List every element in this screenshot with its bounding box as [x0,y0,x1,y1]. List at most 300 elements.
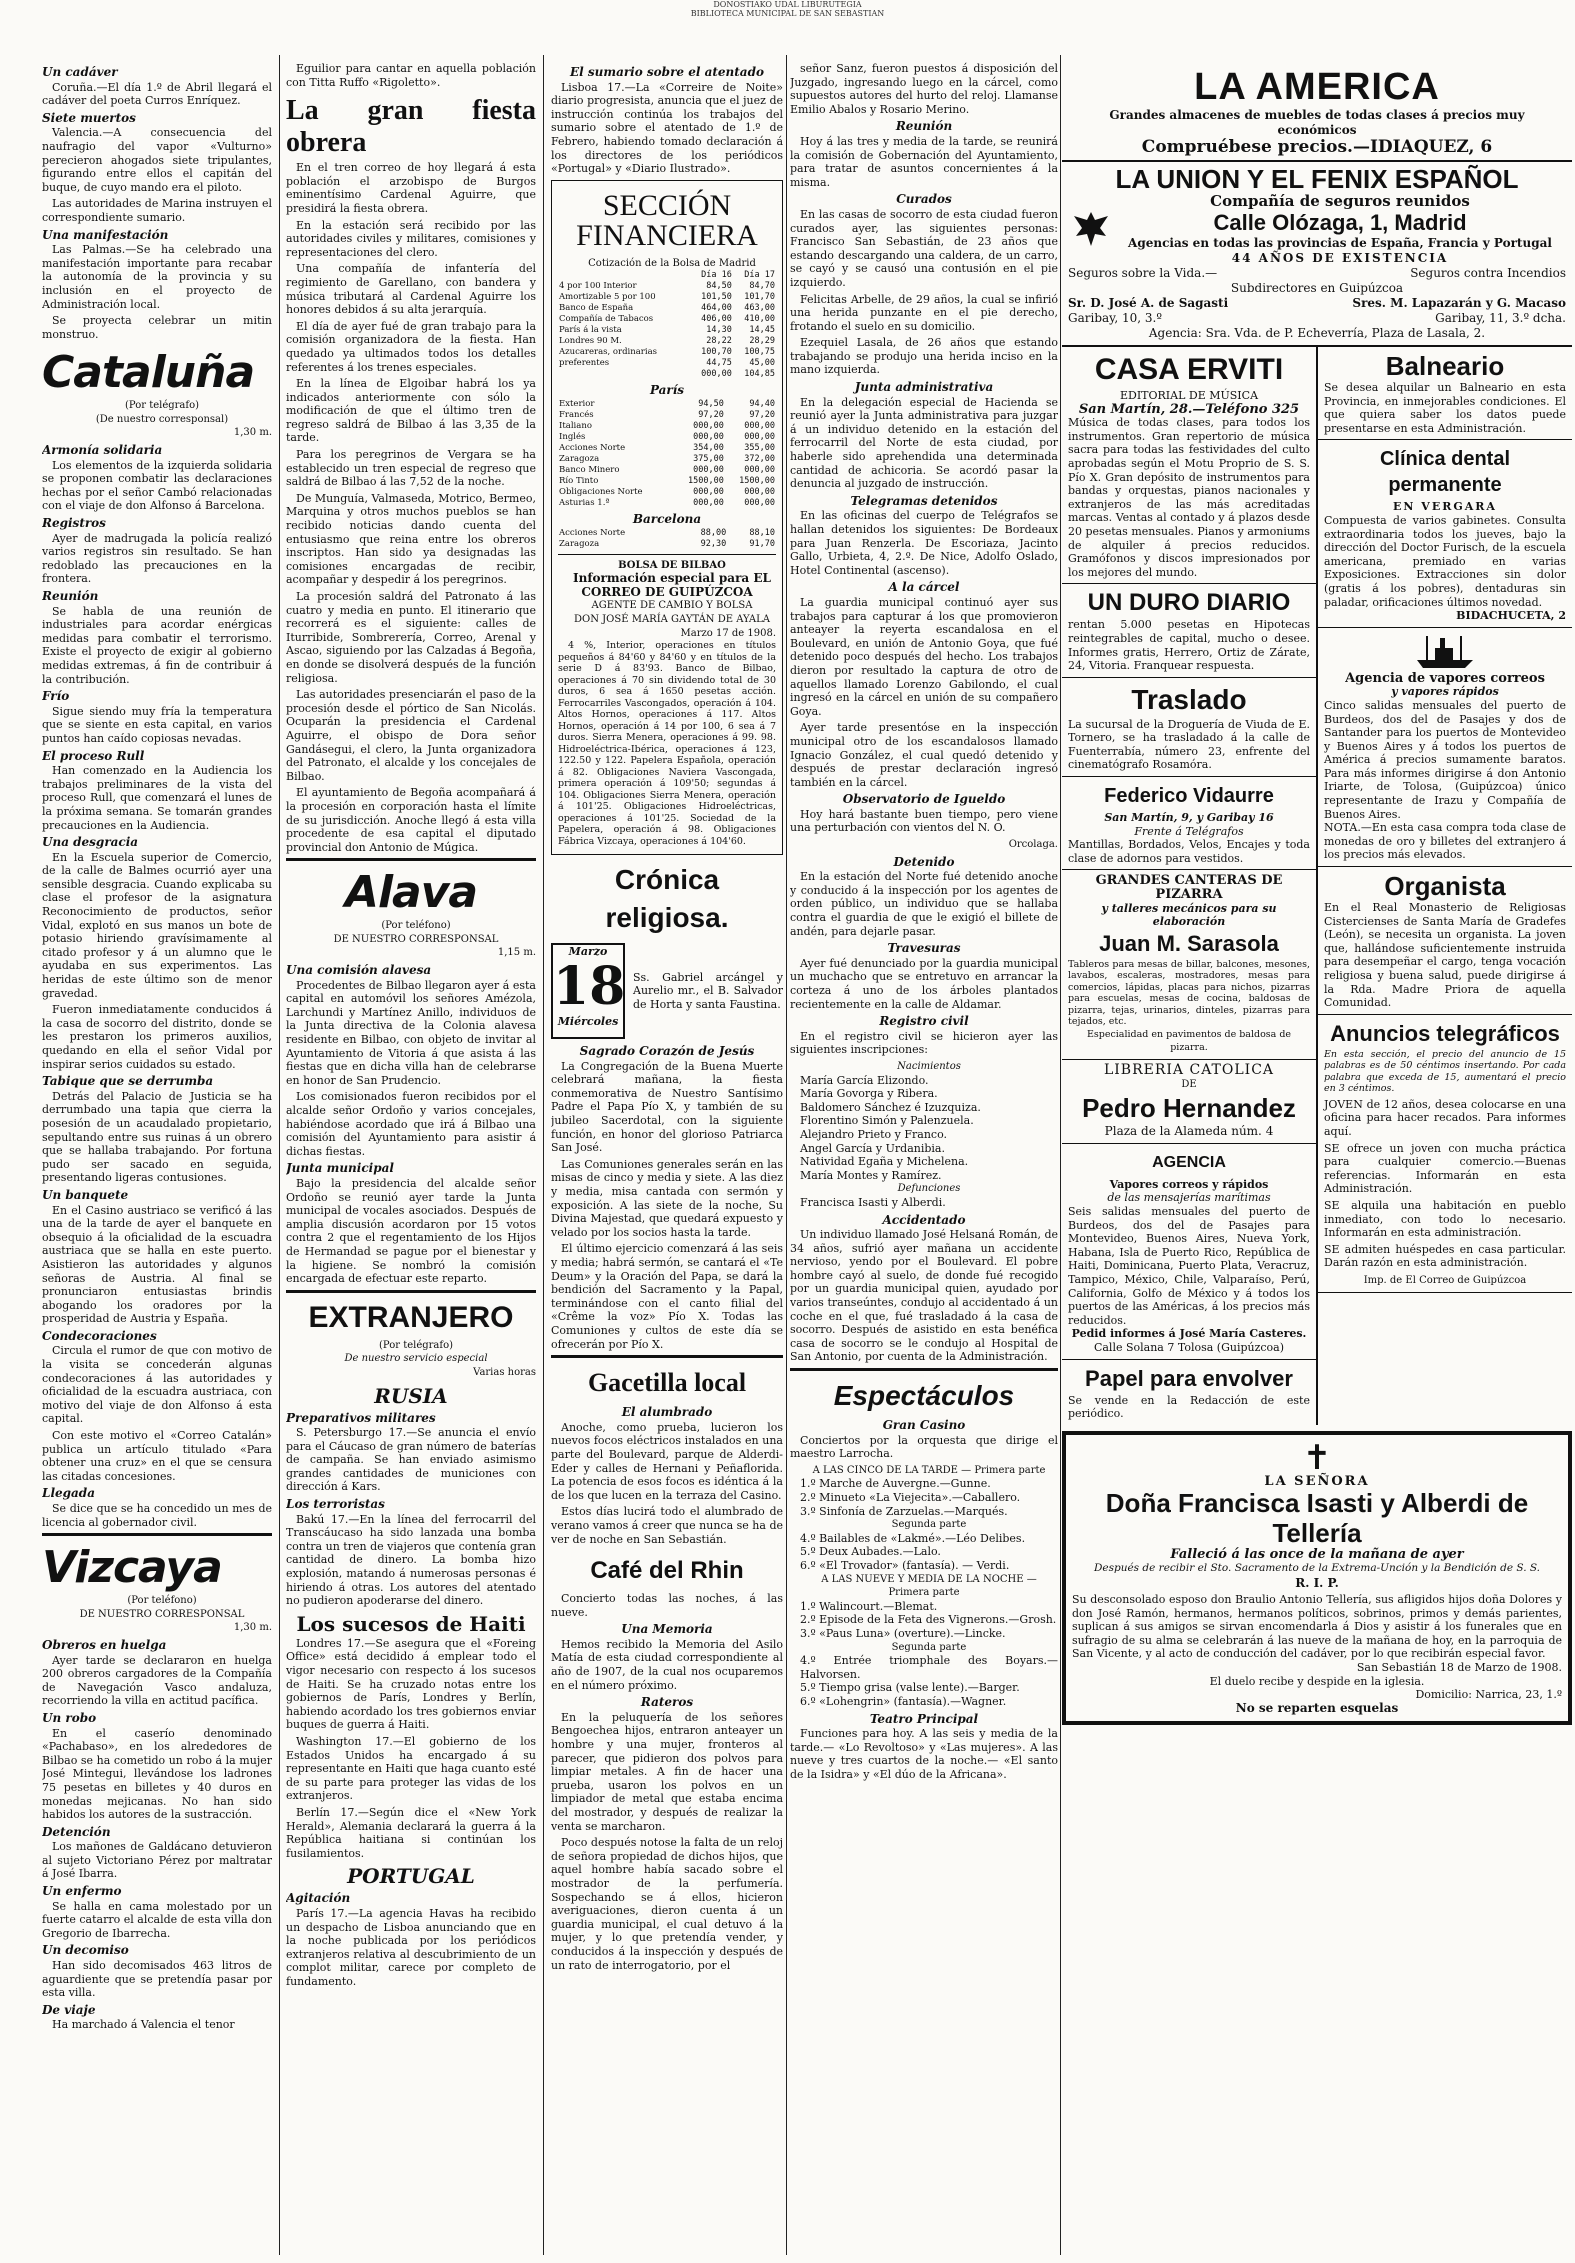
table-row [558,281,776,292]
archive-line-2: BIBLIOTECA MUNICIPAL DE SAN SEBASTIAN [690,9,885,18]
news-text: Ayer tarde presentóse en la inspección municipal otro de los escandalosos llamado Ignacio González, el cual quedó detenido y después de prestar declaración ingresó también en la cárcel. [790,721,1058,789]
financial-subheading: BOLSA DE BILBAO [618,559,726,571]
stock-value: 104,85 [744,369,775,380]
ad-title: UN DURO DIARIO [1087,589,1291,617]
stock-value: 84,50 [706,281,732,292]
column-rule [279,55,280,2255]
news-text: En la Escuela superior de Comercio, de la calle de Balmes ocurrió ayer una sensible desgracia. Cuando explicaba su clase el profesor de la asignatura Reconocimiento de productos, señor Vidal, explotó en sus manos un bote de potasio hiriendo gravísimamente al citado profesor y á un alumno que le ayudaba en sus experimentos. Las heridas de este último son de menor gravedad. [42,850,272,1000]
registry-entry: Alejandro Prieto y Franco. [800,1127,948,1141]
ad-line: Especialidad en pavimentos de baldosa de pizarra. [1086,1028,1292,1054]
stock-value: 101,70 [744,292,775,303]
ad-line: Calle Solana 7 Tolosa (Guipúzcoa) [1093,1340,1285,1354]
column-4 [790,62,1058,2252]
section-heading-gacetilla: Gacetilla local [587,1368,747,1398]
news-title: Agitación [286,1891,351,1906]
ad-line: EDITORIAL DE MÚSICA [1119,389,1259,402]
ad-agencia-vapores [1062,1144,1316,1360]
financial-agent: AGENTE DE CAMBIO Y BOLSA [591,600,753,612]
ad-text: Mantillas, Bordados, Velos, Encajes y toda clase de adornos para vestidos. [1068,838,1310,865]
classified-item: SE admiten huéspedes en casa particular. Darán razón en esta administración. [1324,1242,1566,1270]
stock-value: 45,00 [749,358,775,369]
program-list [790,1477,1058,1518]
dispatch-time: 1,30 m. [233,1622,272,1634]
news-title: Obreros en huelga [42,1637,167,1652]
news-text: En la delegación especial de Hacienda se reunió ayer la Junta administrativa para juzgar á un individuo detenido en la estación del ferrocarril del Norte de esta ciudad, por haberle sido aprehendida una determinada cantidad de achicoria. Se acordó pasar la denuncia al juzgado de instrucción. [790,395,1058,491]
ad-line: BIDACHUCETA, 2 [1456,609,1566,623]
ad-line: EN VERGARA [1393,500,1497,514]
ad-text: Seis salidas mensuales del puerto de Burdeos, dos del de Pasajes para Montevideo, Buenos Aires, Nueva York, Habana, Isla de Puerto Rico, República de Haiti, Dominicana, Puerto Plata, Veracruz, Tampico, México, Chile, Valparaíso, Perú, California, Golfo de México y á todos los puertos de las Américas, á los precios más reducidos. [1068,1204,1310,1327]
program-list [790,1600,1058,1641]
financial-date: Marzo 17 de 1908. [680,627,776,639]
news-text: Para los peregrinos de Vergara se ha establecido un tren especial de regreso que saldrá de Bilbao á las 7,52 de la noche. [286,448,536,489]
news-title: Registros [42,516,106,531]
column-rule [786,55,787,2255]
registry-entry: Florentino Simón y Palenzuela. [800,1114,974,1128]
news-title: Una desgracia [42,835,139,850]
stock-value: 28,22 [706,336,732,347]
news-text: Felicitas Arbelle, de 29 años, la cual se infirió una herida punzante en el pie derecho, frotando el suelo en su domicilio. [790,292,1058,333]
ad-agencia-vapores-correos [1318,628,1572,867]
news-text: Un individuo llamado José Helsaná Román, de 34 años, sufrió ayer mañana un accidente nervioso, yendo por el Boulevard. El pobre hombre cayó al suelo, de donde fué recogido por un guardia municipal quien, ayudado por varios transeúntes, condujo al accidentado á un coche en el que, fué trasladado á la casa de socorro. Después de asistido en esta benéfica casa de socorro se le condujo al Hospital de San Antonio, por cuenta de la Administración. [790,1228,1058,1364]
news-text: La procesión saldrá del Patronato á las cuatro y media en punto. El itinerario que recorrerá es el siguiente: calles de Iturribide, Sombrerería, Correo, Arenal y Ascao, siguiendo por las Calzadas á Begoña, en donde se disolverá después de la función religiosa. [286,590,536,685]
stock-value: 101,50 [701,292,732,303]
table-row [558,539,776,550]
news-title: Un decomiso [42,1943,129,1958]
table-row [558,432,776,443]
ad-line: Grandes almacenes de muebles de todas clases á precios muy económicos [1109,108,1525,137]
section-rule [790,1368,1058,1371]
news-text: Los comisionados fueron recibidos por el alcalde señor Ordoño y varios concejales, habiéndose acordado que irá á Bilbao una comisión del Ayuntamiento para asistir á dichas fiestas. [286,1090,536,1158]
dispatch-line: (Por telégrafo) [124,400,200,412]
ad-title: Anuncios telegráficos [1330,1020,1560,1046]
table-header: Día 16 [701,270,732,281]
ad-clinica-dental [1318,440,1572,627]
stock-name: Zaragoza [559,538,600,549]
ad-line: Vapores correos y rápidos [1109,1177,1269,1191]
ads-column [1062,62,1572,2252]
ad-title: GRANDES CANTERAS DE PIZARRA [1095,873,1283,903]
news-text: Bajo la presidencia del alcalde señor Ordoño se reunió ayer tarde la Junta municipal de vocales asociados. Después de amplia discusión acordaron por 15 votos contra 2 que el regentamiento de los Hijos de Hermandad se pague por el bienestar y la higiene. Se nombró la comisión encargada de efectuar este reparto. [286,1176,536,1286]
news-text: En las casas de socorro de esta ciudad fueron curados ayer, las siguientes personas: Francisco San Sebastián, de 23 años que estando descargando una caldera, de un carro, se cayó y se causó una contusión en el pie izquierdo. [790,207,1058,289]
stock-value: 464,00 [701,303,732,314]
news-text: S. Petersburgo 17.—Se anuncia el envío para el Cáucaso de gran número de baterías de campaña. Se han enviado asimismo grandes cantidades de municiones con dirección á Kars. [286,1426,536,1494]
stock-value: 88,00 [700,527,727,538]
program-part: Segunda parte [891,1641,967,1653]
ad-text: Se vende en la Redacción de este periódico. [1068,1393,1310,1421]
news-title: De viaje [42,2002,96,2017]
stock-value: 000,00 [693,420,724,431]
program-item: 4.º Entrée triomphale des Boyars.—Halvorsen. [800,1654,1058,1681]
dispatch-line: (Por telégrafo) [378,1339,454,1351]
stock-name: Amortizable 5 por 100 [559,292,656,303]
program-item: 5.º Deux Aubades.—Lalo. [800,1545,941,1559]
stock-value: 44,75 [706,358,732,369]
table-row [558,325,776,336]
news-text: En la línea de Elgoibar habrá los ya indicados anteriormente con sólo la modificación de que el último tren de regreso saldrá de Bilbao á las 3,35 de la tarde. [286,377,536,445]
ad-title: AGENCIA [1152,1153,1226,1171]
section-heading-cronica: Crónica religiosa. [605,864,729,934]
ad-un-duro-diario [1062,584,1316,677]
news-text: El día de ayer fué de gran trabajo para la comisión organizadora de la fiesta. Han quedado ya ultimados todos los detalles referentes á los trenes especiales. [286,319,536,374]
news-text: Hoy á las tres y media de la tarde, se reunirá la comisión de Gobernación del Ayuntamiento, para tratar de asuntos concernientes á la misma. [790,134,1058,189]
registry-subheading: Defunciones [897,1183,961,1195]
news-text: Las Palmas.—Se ha celebrado una manifestación importante para recabar la autonomía de la provincia y su inclusión en el proyecto de Administración local. [42,243,272,311]
news-title: Siete muertos [42,110,136,125]
news-text: Fueron inmediatamente conducidos á la casa de socorro del distrito, donde se les prestaron los primeros auxilios, quedando en ella el señor Vidal por inspirar serios cuidados su estado. [42,1003,272,1071]
obituary-date: San Sebastián 18 de Marzo de 1908. [1356,1661,1562,1675]
stock-name: Acciones Norte [559,442,626,453]
registry-entry: María Govorga y Ribera. [800,1087,938,1101]
program-item: 5.º Tiempo grisa (valse lente).—Barger. [800,1681,1020,1695]
stock-name: Inglés [559,431,586,442]
dispatch-line: DE NUESTRO CORRESPONSAL [333,933,499,945]
calendar-weekday: Miércoles [557,1014,619,1028]
financial-table-paris [558,399,776,509]
news-text: En la estación será recibido por las autoridades civiles y militares, comisiones y representaciones del clero. [286,218,536,259]
calendar-day: 18 [553,955,626,1017]
news-title: Curados [896,192,952,207]
news-text: Se habla de una reunión de industriales para acordar enérgicas medidas para combatir el terrorismo. Existe el proyecto de exigir al gobierno medidas extremas, á fin de contribuir á la contribución. [42,604,272,686]
news-text: Poco después notose la falta de un reloj de señora propiedad de dichos hijos, que aquel hombre había sacado sobre el mostrador de la perfumería. Sospechando se á ellos, hicieron averiguaciones, dieron cuenta á un guardia municipal, el cual detuvo á la mujer, y lo que pretendía vender, y conducidos á la inspección y después de un rato de interrogatorio, por el [551,1836,783,1972]
ad-line: y vapores rápidos [1391,685,1499,699]
dispatch-time: Varias horas [473,1366,536,1378]
stock-value: 355,00 [744,442,775,453]
ad-text: Tableros para mesas de billar, balcones, mesones, lavabos, escaleras, mostradores, mesas para comercios, lápidas, placas para nichos, pizarras para escuelas, mesas de cocina, baldosas de pizarra, tejas, urinarios, dinteles, pizarras para tejados, etc. [1068,958,1310,1028]
news-text: Lisboa 17.—La «Correire de Noite» diario progresista, anuncia que el juez de instrucción continúa los trabajos del sumario sobre el atentado de 1.º de Febrero, habiendo tomado declaración á los directores de los periódicos «Portugal» y «Diario Ilustrado». [551,80,783,176]
divider [558,554,776,555]
dispatch-line: (Por teléfono) [381,920,451,932]
stock-value: 354,00 [693,442,724,453]
program-part: A LAS NUEVE Y MEDIA DE LA NOCHE — Primera parte [821,1573,1037,1599]
news-text: Concierto todas las noches, á las nueve. [551,1592,783,1619]
classified-item: JOVEN de 12 años, desea colocarse en una oficina para hacer recados. Para informes aquí. [1324,1097,1566,1138]
country-heading-portugal: PORTUGAL [347,1864,475,1889]
news-text: En el Casino austriaco se verificó á las una de la tarde de ayer el banquete en obsequio á la oficialidad de la escuadra austriaca que se halla en este puerto. Asistieron las autoridades y algunos señoras de Austria. Al final se pronunciaron entusiastas brindis abogando los oradores por la prosperidad de Austria y España. [42,1203,272,1326]
ad-title: LA AMERICA [1194,66,1440,108]
obituary-name: Doña Francisca Isasti y Alberdi de Tellería [1105,1488,1529,1549]
news-text: Washington 17.—El gobierno de los Estados Unidos ha encargado á su representante en Haiti que haga cuanto esté de su parte para proteger las vidas de los extranjeros. [286,1734,536,1803]
table-row [558,399,776,410]
registry-entry: Angel García y Urdanibia. [800,1141,945,1155]
financial-text: 4 %, Interior, operaciones en títulos pequeños á 84'60 y 84'60 y en títulos de la serie D á 83'93. Banco de Bilbao, operaciones á 70 sin dividendo total de 30 duros, 6 sea á 1650 pesetas acción. Ferrocarriles Vascongados, operación á 104. Altos Hornos, operaciones á 117. Altos Hornos, operación á 14 por 100, 6 sea á 7 duros. Sierra Menera, operaciones á 99. 98. Hidroeléctrica-Ibérica, operaciones á 123, 122.50 y 122. Papelera Española, operación á 82. Obligaciones Naviera Vascongada, primera operación á 109'50; segundas á 104. Obligaciones Sierra Menera, operación á 101'25. Obligaciones Hidroeléctricas, operaciones á 101'25. Sociedad de la Papelera, operación á 98. Obligaciones Fábrica Vizcaya, operaciones á 104'60. [558,640,776,847]
signature: Orcolaga. [1008,839,1058,851]
news-text: Los mañones de Galdácano detuvieron al sujeto Victoriano Pérez por maltratar á José Ibarra. [42,1840,272,1881]
section-heading-financiera: SECCIÓN FINANCIERA [576,188,758,252]
ad-line: Seguros contra Incendios [1410,266,1566,280]
ad-line: Calle Olózaga, 1, Madrid [1213,210,1467,235]
stock-value: 94,40 [749,398,775,409]
table-row [558,358,776,369]
region-heading-alava: Alava [344,867,478,919]
dispatch-time: 1,15 m. [497,947,536,959]
table-row [558,487,776,498]
news-text: Se halla en cama molestado por un fuerte catarro el alcalde de esta villa don Gregorio de Ibarrecha. [42,1899,272,1940]
stock-value: 410,00 [744,314,775,325]
obituary-label: LA SEÑORA [1264,1473,1370,1489]
news-text: Han comenzado en la Audiencia los trabajos preliminares de la vista del proceso Rull, que comenzará el lunes de la próxima semana. Se tomarán grandes precauciones en la Audiencia. [42,764,272,832]
news-text: Berlín 17.—Según dice el «New York Herald», Alemania declarará la guerra á la República haitiana si continúan los fusilamientos. [286,1805,536,1860]
stock-value: 000,00 [693,464,724,475]
classified-item: SE ofrece un joven con mucha práctica para cualquier comercio.—Buenas referencias. Informarán en esta Administración. [1324,1141,1566,1196]
dispatch-line: DE NUESTRO CORRESPONSAL [79,1608,245,1620]
table-row [558,336,776,347]
news-text: En la peluquería de los señores Bengoechea hijos, entraron anteayer un hombre y una mujer, fronteros al parecer, que pidieron dos polvos para limpiar metales. A fin de hacer una prueba, usaron los polvos en un limpiador de metal que estaba encima del mostrador, y después de realizar la venta se marcharon. [551,1710,783,1833]
stock-value: 000,00 [701,369,732,380]
program-item: 2.º Minueto «La Viejecita».—Caballero. [800,1491,1021,1504]
news-text: Sigue siendo muy fría la temperatura que se siente en esta capital, en varios puntos han caído copiosas nevadas. [42,704,272,745]
stock-name: Obligaciones Norte [559,486,643,497]
stock-name: Azucareras, ordinarias [559,347,658,358]
stock-value: 000,00 [744,464,775,475]
ad-line: y talleres mecánicos para su elaboración [1101,901,1277,929]
ad-title: Papel para envolver [1085,1365,1293,1391]
news-text: Ha marchado á Valencia el tenor [52,2018,235,2032]
stock-value: 000,00 [744,486,775,497]
ad-organista [1318,867,1572,1015]
news-title: Frío [42,689,70,704]
news-title: Accidentado [882,1212,966,1227]
ad-line: Pedid informes á José María Casteres. [1071,1327,1307,1341]
program-list [790,1532,1058,1573]
news-text: La guardia municipal continuó ayer sus trabajos para capturar á los que promovieron anteayer la reyerta escandalosa en el Boulevard, en unión de Antonio Goya, que fué detenido poco después del hecho. Los trabajos dieron por resultado la captura de otro de aquellos llamado Lorenzo Gabilondo, el cual ingresó en la cárcel en unión de su compañero Goya. [790,595,1058,718]
news-title: Un enfermo [42,1884,122,1899]
ads-grid [1062,347,1572,1425]
news-title: Junta municipal [286,1161,394,1176]
news-text: Estos días lucirá todo el alumbrado de verano vamos á creer que nunca se ha de ver de noche en San Sebastián. [551,1505,783,1546]
news-title: Detención [42,1824,111,1839]
news-text: Ayer tarde se declararon en huelga 200 obreros cargadores de la Compañía de Navegación Vasco andaluza, recorriendo la villa en actitud pacífica. [42,1653,272,1708]
ad-text: rentan 5.000 pesetas en Hipotecas reintegrables de capital, mucho o desee. Informes gratis, Herrero, Ortiz de Zárate, 24, Vitoria. Franquear respuesta. [1068,618,1310,673]
table-row [558,303,776,314]
ad-line: Agencia: Sra. Vda. de P. Echeverría, Plaza de Lasala, 2. [1148,326,1486,340]
ad-line: Frente á Telégrafos [1134,824,1244,838]
obituary-rip: R. I. P. [1295,1576,1339,1591]
news-title: Reunión [42,589,99,603]
table-row [558,454,776,465]
news-text: El ayuntamiento de Begoña acompañará á la procesión en corporación hasta el límite de su jurisdicción. Anoche llegó á esta villa procedente de esa capital el diputado provincial don Antonio de Múgica. [286,786,536,854]
news-title: Sagrado Corazón de Jesús [579,1044,755,1059]
registry-list [790,1074,1058,1183]
news-text: Ayer de madrugada la policía realizó varios registros sin resultado. Se han redoblado las precauciones en la frontera. [42,531,272,586]
news-text: En el caserío denominado «Pachabaso», en los alrededores de Bilbao se ha cometido un robo á la mujer José Mintegui, llevándose los ladrones 75 pesetas en billetes y 40 duros en monedas mejicanas. No han sido habidos los autores de la sustracción. [42,1726,272,1822]
news-text: Procedentes de Bilbao llegaron ayer á esta capital en automóvil los señores Amézola, Larchundi y Martínez Anillo, individuos de la Junta directiva de la Colonia alavesa residente en Bilbao, con objeto de invitar al Ayuntamiento de Vitoria á que asista á las fiestas que en dicha villa han de celebrarse en honor de San Prudencio. [286,978,536,1087]
financial-agent: DON JOSÉ MARÍA GAYTÁN DE AYALA [574,613,770,625]
stock-value: 375,00 [693,453,724,464]
region-heading-vizcaya: Vizcaya [42,1542,222,1594]
obituary-line: Falleció á las once de la mañana de ayer [1170,1547,1464,1563]
program-item: 1.º Walincourt.—Blemat. [800,1599,938,1613]
ad-text: En el Real Monasterio de Religiosas Cistercienses de Santa María de Gradefes (León), se necesita un organista. La joven que, hallándose suficientemente instruida para desempeñar el cargo, tenga vocación religiosa y buena salud, puede dirigirse á la Rda. Madre Priora de aquella Comunidad. [1324,901,1566,1010]
news-title: Armonía solidaria [42,443,163,458]
news-title: El sumario sobre el atentado [570,65,764,79]
table-row [558,498,776,509]
stock-value: 463,00 [744,303,775,314]
news-text: Hemos recibido la Memoria del Asilo Matía de esta ciudad correspondiente al año de 1907, de la cual nos ocuparemos en el número próximo. [551,1637,783,1692]
ad-text: La sucursal de la Droguería de Viuda de E. Tornero, se ha trasladado á la calle de Fuenterrabía, número 23, enfrente del cinematógrafo Rosamóra. [1068,717,1310,772]
news-text: Han sido decomisados 463 litros de aguardiente que se pretendía pasar por esta villa. [42,1959,272,2000]
stock-value: 1500,00 [739,475,775,486]
section-heading-fiesta-obrera: La gran fiesta obrera [286,95,536,159]
program-item: 4.º Bailables de «Lakmé».—Léo Delibes. [800,1531,1026,1545]
stock-value: 91,70 [749,538,775,549]
news-title: Registro civil [879,1014,969,1029]
stock-value: 000,00 [744,420,775,431]
stock-value: 28,29 [749,336,775,347]
ad-line: Compruébese precios.—IDIAQUEZ, 6 [1141,137,1493,157]
program-item: 6.º «El Trovador» (fantasía). — Verdi. [800,1558,1010,1572]
financial-subheading: Barcelona [632,511,702,526]
stock-name [558,369,690,380]
financial-section [551,180,783,855]
ad-line: Agencias en todas las provincias de España, Francia y Portugal [1128,236,1552,250]
section-heading-espectaculos: Espectáculos [833,1380,1015,1412]
stock-value: 100,70 [701,347,732,358]
news-text: Los elementos de la izquierda solidaria se proponen combatir las declaraciones hechas por el señor Cambó relacionadas con el viaje de don Alfonso á Barcelona. [42,458,272,513]
news-title: Junta administrativa [854,380,994,395]
section-heading-extranjero: EXTRANJERO [308,1300,514,1334]
region-heading-cataluna: Cataluña [42,347,255,399]
stock-value: 406,00 [701,314,732,325]
stock-value: 92,30 [700,538,727,549]
section-rule [286,858,536,861]
stock-name: Banco de España [559,303,634,314]
news-text: Bakú 17.—En la línea del ferrocarril del Transcáucaso ha sido lanzada una bomba contra un tren de viajeros que contenía gran cantidad de dinero. La bomba hizo explosión, matando á numerosas personas é hiriendo á otras. Los autores del atentado no pudieron apoderarse del dinero. [286,1512,536,1608]
ad-balneario [1318,347,1572,440]
news-text: Coruña.—El día 1.º de Abril llegará el cadáver del poeta Curros Enríquez. [42,80,272,108]
ad-line: Subdirectores en Guipúzcoa [1230,281,1404,295]
column-2 [286,62,536,2252]
program-list [790,1654,1058,1708]
obituary-line: No se reparten esquelas [1235,1700,1399,1715]
ad-line: DE [1181,1078,1197,1090]
ad-union-fenix [1062,162,1572,347]
section-rule [286,1290,536,1293]
stock-name: Londres 90 M. [559,336,622,347]
ad-text: Compuesta de varios gabinetes. Consulta extraordinaria todos los jueves, bajo la dirección del Doctor Furisch, de la escuela americana, premiado en varias Exposiciones. Extracciones sin dolor (gratis á los pobres), dentaduras sin paladar, orificaciones últimos novedad. [1324,513,1566,609]
news-text: De Munguía, Valmaseda, Motrico, Bermeo, Marquina y otros muchos pueblos se han recibido noticias dando cuenta del entusiasmo que reina entre los obreros inscriptos. Han sido ya designadas las comisiones encargadas de recibir, acompañar y despedir á los peregrinos. [286,491,536,587]
registry-entry: María Montes y Ramírez. [800,1168,942,1182]
stock-name: París á la vista [559,325,622,336]
ad-libreria-catolica [1062,1060,1316,1144]
news-title: El alumbrado [621,1405,713,1420]
ad-line: Garibay, 10, 3.º [1068,311,1162,325]
news-text: Londres 17.—Se asegura que el «Foreing Office» está decidido á emplear todo el vigor necesario con respecto á los sucesos de Haiti. Se ha cruzado notas entre los gobiernos de París, Londres y Berlín, habiendo acordado los tres gobiernos enviar buques de guerra á Haiti. [286,1636,536,1732]
stock-value: 1500,00 [688,475,724,486]
news-text: Ayer fué denunciado por la guardia municipal un muchacho que se entretuvo en arrancar la corteza á uno de los árboles plantados recientemente en la calle de Aldamar. [790,956,1058,1011]
stock-value: 97,20 [698,409,724,420]
news-text: Circula el rumor de que con motivo de la visita se concederán algunas condecoraciones á las autoridades y oficialidad de la escuadra austriaca, con motivo del viaje de don Alfonso á esta capital. [42,1344,272,1426]
table-row [558,528,776,539]
archive-header [0,0,1575,20]
news-title: A la cárcel [888,580,960,595]
obituary-text: Su desconsolado esposo don Braulio Antonio Tellería, sus afligidos hijos doña Dolores y don José Ramón, hermanos, hermanos políticos, sobrinos, primos y demás parientes, suplican á sus amigos se sirvan encomendarla á Dios y asistir á los funerales que en sufragio de su alma se celebrarán á las nueve de la mañana de hoy, en la parroquia de San Vicente, y al acto de conducción del cadáver, por lo que recibirán especial favor. [1072,1593,1562,1661]
column-rule [1060,55,1061,2255]
stock-name: preferentes [559,358,610,369]
stock-value: 88,10 [749,527,775,538]
column-rule [543,55,544,2255]
table-row [558,410,776,421]
news-title: Preparativos militares [286,1410,436,1425]
program-part: Segunda parte [891,1519,967,1531]
ad-line: San Martín, 28.—Teléfono 325 [1078,401,1300,417]
stock-value: 000,00 [744,431,775,442]
news-text: En el registro civil se hicieron ayer las siguientes inscripciones: [790,1029,1058,1057]
dispatch-line: (De nuestro corresponsal) [95,413,229,425]
table-row [558,369,776,380]
table-row [558,465,776,476]
program-item: 1.º Marche de Auvergne.—Gunne. [800,1477,991,1491]
stock-value: 000,00 [693,431,724,442]
news-title: Una comisión alavesa [286,963,432,978]
registry-entry: Natividad Egaña y Michelena. [800,1155,969,1169]
program-part: A LAS CINCO DE LA TARDE — Primera parte [812,1464,1046,1476]
ad-line: Compañía de seguros reunidos [1210,192,1470,210]
news-text: Ezequiel Lasala, de 26 años que estando trabajando se produjo una herida inciso en la mano izquierda. [790,336,1058,377]
stock-value: 14,30 [706,325,732,336]
ad-anuncios-telegraficos [1318,1015,1572,1293]
obituary-notice [1062,1431,1572,1726]
news-text: París 17.—La agencia Havas ha recibido un despacho de Lisboa anunciando que en la noche publicada por los periódicos extranjeros relativa al descubrimiento de un complot militar, carece por completo de fundamento. [286,1906,536,1988]
stock-value: 000,00 [744,497,775,508]
ads-left-column [1062,347,1318,1425]
obituary-address: Domicilio: Narrica, 23, 1.º [1415,1688,1562,1702]
classified-item: SE alquila una habitación en pueblo inmediato, con todo lo necesario. Informarán en esta administración. [1324,1198,1566,1240]
ad-text: Se desea alquilar un Balneario en esta Provincia, en inmejorables condiciones. El que quiera saber los datos puede presentarse en esta Administración. [1324,381,1566,435]
ad-title: LIBRERIA CATOLICA [1103,1062,1275,1078]
news-title: Rateros [640,1695,694,1710]
news-text: Se proyecta celebrar un mitin monstruo. [42,314,272,341]
stock-name: Río Tinto [559,475,599,486]
section-rule [551,1355,783,1358]
ad-traslado [1062,678,1316,777]
ad-canteras-pizarra [1062,870,1316,1060]
program-item: 3.º «Paus Luna» (overture).—Lincke. [800,1626,1006,1640]
ad-la-america [1062,62,1572,162]
news-text: Las autoridades de Marina instruyen el correspondiente sumario. [42,197,272,224]
news-text: Las Comuniones generales serán en las misas de cinco y media y siete. A las diez y media, misa cantada con sermón y exposición. A las siete de la noche, Su Divina Majestad, que quedará expuesto y velado por los socios hasta la tarde. [551,1157,783,1239]
stock-value: 100,75 [744,347,775,358]
news-title: Un banquete [42,1187,129,1202]
stock-value: 97,20 [749,409,775,420]
news-text: En el tren correo de hoy llegará á esta población el arzobispo de Burgos eminentísimo Cardenal Aguirre, que presidirá la fiesta obrera. [286,161,536,215]
table-row [558,314,776,325]
stock-name: Italiano [559,420,592,431]
ad-title: LA UNION Y EL FENIX ESPAÑOL [1115,164,1519,194]
stock-name: Compañía de Tabacos [559,314,654,325]
news-title: Travesuras [887,941,961,956]
stock-name: Acciones Norte [559,527,626,538]
news-text: La Congregación de la Buena Muerte celebrará mañana, la fiesta conmemorativa de Nuestro Santísimo Padre el Papa Pío X, y también de su jubileo Sacerdotal, con la siguiente función, en honor del glorioso Patriarca San José. [551,1059,783,1155]
ads-right-column [1318,347,1572,1425]
news-title: Condecoraciones [42,1328,157,1343]
calendar-month: Marzo [568,945,608,959]
ad-line: Seguros sobre la Vida.— [1068,266,1218,280]
registry-entry: Francisca Isasti y Alberdi. [800,1195,946,1209]
cafe-heading: Café del Rhin [590,1557,744,1585]
saints-of-day: Ss. Gabriel arcángel y Aurelio mr., el B. Salvador de Horta y santa Faustina. [633,970,783,1011]
program-item: 3.º Sinfonía de Zarzuelas.—Marqués. [800,1504,1008,1518]
financial-table-barcelona [558,528,776,550]
news-title: Una manifestación [42,227,169,242]
news-text: Detrás del Palacio de Justicia se ha derrumbado una tapia que cierra la posesión de un acaudalado propietario, sepultando entre sus ruinas á un obrero que se hallaba trabajando. Por fortuna pudo ser sacado en seguida, presentando ligeras contusiones. [42,1089,272,1185]
financial-table-madrid [558,270,776,380]
table-row [558,292,776,303]
ad-casa-erviti [1062,347,1316,584]
news-title: Llegada [42,1486,95,1501]
news-title: Telegramas detenidos [850,493,998,508]
imprint: Imp. de El Correo de Guipúzcoa [1363,1274,1527,1286]
news-title: Reunión [895,119,953,134]
